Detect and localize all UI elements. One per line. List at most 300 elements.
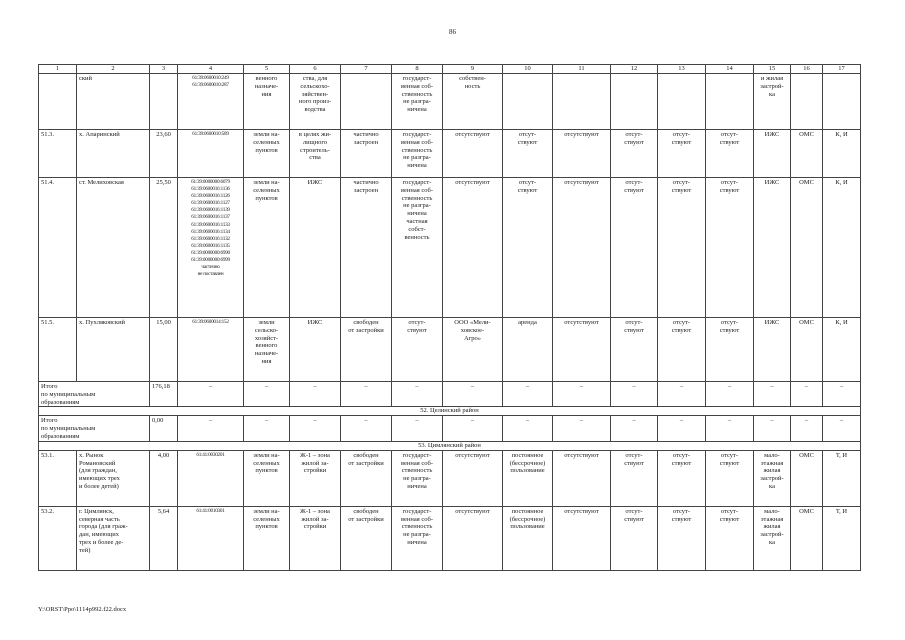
district-title-text: 53. Цимлянский район	[418, 441, 481, 449]
cell-col-12-text: отсут- ствуют	[624, 507, 644, 523]
cell-col-4	[178, 130, 244, 178]
cell-col-1-text: 53.1.	[41, 451, 54, 459]
cell-col-10	[503, 74, 553, 130]
total-dash-text: –	[470, 417, 475, 425]
cell-col-2-text: х. Рынок Романовский (для граждан, имеющих трех и более детей)	[79, 451, 120, 490]
cell-col-8-text: государст- венная соб- ственность не разгра- ничена частная собст- венность	[401, 179, 433, 241]
cell-col-4	[178, 506, 244, 570]
cell-col-12	[611, 318, 658, 382]
column-number-text: 14	[726, 65, 733, 72]
cell-col-8	[392, 74, 443, 130]
cell-col-17	[823, 130, 861, 178]
cell-col-16-text: ОМС	[799, 179, 814, 186]
cell-col-12-text: отсут- ствуют	[624, 131, 644, 146]
column-number	[553, 65, 611, 74]
cell-col-14	[706, 450, 754, 506]
cell-col-14	[706, 318, 754, 382]
column-number-text: 10	[524, 65, 531, 72]
cell-col-2	[77, 506, 150, 570]
cell-col-9-text: собствен- ность	[459, 75, 486, 90]
cell-col-3-text: 5,64	[157, 507, 170, 515]
cell-col-14-text: отсут- ствуют	[719, 179, 740, 194]
cell-col-14-text: отсут- ствуют	[719, 131, 740, 146]
cell-col-5	[244, 450, 290, 506]
cell-col-1-text: 51.3.	[41, 131, 54, 138]
total-dash-text: –	[525, 417, 530, 425]
cell-col-4	[178, 178, 244, 318]
column-number	[178, 65, 244, 74]
cell-col-7-text: частично застроен	[353, 131, 379, 146]
cell-col-5-text: земли на- селенных пунктов	[253, 451, 280, 475]
cell-col-14	[706, 130, 754, 178]
cell-col-5	[244, 74, 290, 130]
cell-col-10-text: аренда	[518, 319, 537, 326]
cell-col-1-text: 51.5.	[41, 319, 54, 326]
cell-col-5	[244, 318, 290, 382]
cell-col-2	[77, 318, 150, 382]
cell-col-14	[706, 506, 754, 570]
district-title-text: 52. Целинский район	[420, 407, 479, 415]
cell-col-16	[791, 130, 823, 178]
table-row	[39, 178, 861, 318]
cell-col-1	[39, 506, 77, 570]
cell-col-6-text: в целях жи- лищного строитель- ства	[298, 131, 332, 162]
cell-col-10	[503, 450, 553, 506]
column-number-text: 1	[55, 65, 60, 72]
total-dash-text: –	[770, 417, 774, 425]
cell-col-2-text: х. Апаринский	[79, 131, 120, 138]
total-dash	[341, 382, 392, 407]
total-dash	[823, 382, 861, 407]
column-number-text: 7	[364, 65, 368, 72]
cell-col-11-text: отсутствуют	[564, 319, 599, 326]
cell-col-13	[658, 506, 706, 570]
cell-col-16-text: ОМС	[799, 131, 814, 138]
cell-col-3	[150, 318, 178, 382]
cell-col-10-text: отсут- ствуют	[517, 131, 538, 146]
cell-col-11	[553, 450, 611, 506]
column-number-text: 16	[803, 65, 810, 72]
column-number-text: 8	[415, 65, 419, 72]
district-title	[39, 441, 861, 450]
column-number-row	[39, 65, 861, 74]
cell-col-6	[290, 506, 341, 570]
total-dash-text: –	[679, 417, 684, 425]
cell-col-8	[392, 450, 443, 506]
table-row	[39, 130, 861, 178]
column-number-text: 15	[768, 65, 776, 72]
total-dash	[503, 416, 553, 441]
cell-col-11	[553, 74, 611, 130]
cell-col-13-text: отсут- ствуют	[671, 451, 692, 467]
cell-col-5	[244, 178, 290, 318]
total-area	[150, 382, 178, 407]
column-number-text: 9	[470, 65, 475, 72]
cell-col-10-text: постоянное (бессрочное) пользование	[509, 507, 546, 531]
cell-col-15	[754, 450, 791, 506]
cell-col-8-text: государст- венная соб- ственность не разгра- ничена	[401, 507, 433, 546]
cell-col-8	[392, 318, 443, 382]
cell-col-13-text: отсут- ствуют	[671, 319, 692, 334]
cell-col-6	[290, 74, 341, 130]
cell-col-3	[150, 130, 178, 178]
column-number	[39, 65, 77, 74]
column-number	[392, 65, 443, 74]
cell-col-7-text: свободен от застройки	[348, 319, 384, 334]
cell-col-6	[290, 178, 341, 318]
cell-col-11-text: отсутствуют	[564, 507, 599, 515]
cell-col-4-text: 61:39:0000000:6079 61:39:0600016:1136 61:39:0600016:1126 61:39:0600016:1127 61:39:0600016:1139 61:39:0600016:1137 61:39:0600016:1133 61:39:0600016:1134 61:39:0600016:1132 61:39:0600016:1135 61:39:0000000:6990 61:39:0000000:6999 частично не поставлен	[191, 179, 230, 278]
cell-col-4	[178, 450, 244, 506]
cell-col-17	[823, 450, 861, 506]
total-dash-text: –	[364, 417, 368, 425]
cell-col-8-text: государст- венная соб- ственность не разгра- ничена	[401, 75, 433, 114]
total-dash	[503, 382, 553, 407]
cell-col-10-text: отсут- ствуют	[517, 179, 538, 194]
table-row	[39, 74, 861, 130]
cell-col-3	[150, 506, 178, 570]
cell-col-16-text: ОМС	[799, 451, 814, 459]
cell-col-9	[443, 318, 503, 382]
column-number	[290, 65, 341, 74]
cell-col-7-text: свободен от застройки	[348, 507, 384, 523]
cell-col-6-text: ства, для сельскохо- зяйствен- ного произ- водства	[298, 75, 332, 114]
total-dash-text: –	[208, 383, 213, 390]
cell-col-5-text: земли на- селенных пунктов	[253, 507, 280, 531]
cell-col-7	[341, 130, 392, 178]
column-number	[706, 65, 754, 74]
column-number	[503, 65, 553, 74]
cell-col-3-text: 4,00	[157, 451, 170, 459]
column-number	[611, 65, 658, 74]
cell-col-2-text: х. Пухляковский	[79, 319, 126, 326]
cell-col-15	[754, 74, 791, 130]
cell-col-4	[178, 74, 244, 130]
total-dash-text: –	[770, 383, 774, 390]
cell-col-9	[443, 450, 503, 506]
cell-col-5	[244, 506, 290, 570]
cell-col-12	[611, 450, 658, 506]
total-dash	[290, 416, 341, 441]
column-number	[823, 65, 861, 74]
cell-col-9-text: отсутствуют	[455, 451, 490, 459]
cell-col-17-text: К, И	[835, 319, 848, 326]
total-dash-text: –	[804, 383, 809, 390]
total-dash-text: –	[264, 417, 269, 425]
district-title	[39, 407, 861, 416]
cell-col-17	[823, 506, 861, 570]
cell-col-16	[791, 450, 823, 506]
cell-col-7	[341, 318, 392, 382]
cell-col-11	[553, 130, 611, 178]
cell-col-7	[341, 74, 392, 130]
cell-col-6-text: Ж-1 – зона жилой за- стройки	[300, 507, 330, 531]
land-plots-table	[38, 64, 861, 571]
cell-col-2	[77, 178, 150, 318]
total-dash	[658, 382, 706, 407]
cell-col-14-text: отсут- ствуют	[719, 507, 740, 523]
total-dash	[443, 382, 503, 407]
cell-col-4-text: 61:39:0600010:589	[192, 131, 229, 137]
cell-col-6-text: ИЖС	[307, 319, 323, 326]
cell-col-13-text: отсут- ствуют	[671, 131, 692, 146]
column-number	[443, 65, 503, 74]
total-dash-text: –	[839, 417, 844, 425]
cell-col-7	[341, 450, 392, 506]
cell-col-11	[553, 318, 611, 382]
file-path-footer: Y:\ORST\Ppo\1114p992.f22.docx	[38, 606, 127, 613]
column-number	[754, 65, 791, 74]
cell-col-8-text: государст- венная соб- ственность не разгра- ничена	[401, 451, 433, 490]
page-number: 86	[449, 28, 456, 36]
total-dash-text: –	[313, 417, 317, 425]
cell-col-3	[150, 178, 178, 318]
cell-col-13	[658, 74, 706, 130]
cell-col-1	[39, 74, 77, 130]
cell-col-13	[658, 450, 706, 506]
total-label	[39, 416, 150, 441]
cell-col-6	[290, 450, 341, 506]
column-number	[150, 65, 178, 74]
total-dash	[244, 382, 290, 407]
cell-col-4-text: 61:39:0600010:249 61:39:0600010:287	[192, 75, 229, 89]
cell-col-2	[77, 74, 150, 130]
cell-col-15-text: ИЖС	[764, 179, 780, 186]
cell-col-10-text: постоянное (бессрочное) пользование	[509, 451, 546, 475]
column-number-text: 12	[630, 65, 638, 72]
column-number-text: 3	[161, 65, 166, 72]
total-dash	[791, 416, 823, 441]
cell-col-9	[443, 178, 503, 318]
cell-col-6-text: ИЖС	[307, 179, 323, 186]
cell-col-1	[39, 178, 77, 318]
total-dash-text: –	[727, 383, 732, 390]
cell-col-15	[754, 130, 791, 178]
cell-col-6	[290, 130, 341, 178]
total-dash-text: –	[415, 417, 419, 425]
total-dash-text: –	[839, 383, 844, 390]
cell-col-1	[39, 450, 77, 506]
cell-col-15	[754, 178, 791, 318]
cell-col-17	[823, 74, 861, 130]
cell-col-15	[754, 318, 791, 382]
cell-col-15-text: мало- этажная жилая застрой- ка	[760, 451, 784, 490]
cell-col-3-text: 23,60	[156, 131, 171, 138]
cell-col-12-text: отсут- ствуют	[624, 179, 644, 194]
cell-col-17-text: К, И	[835, 131, 848, 138]
cell-col-8	[392, 178, 443, 318]
cell-col-5-text: земли сельско- хозяйст- венного назначе- ния	[254, 319, 279, 365]
cell-col-17-text: Т, И	[835, 451, 848, 459]
column-number	[77, 65, 150, 74]
total-dash	[392, 382, 443, 407]
cell-col-5-text: земли на- селенных пунктов	[253, 179, 280, 202]
cell-col-13	[658, 318, 706, 382]
cell-col-11-text: отсутствуют	[564, 451, 599, 459]
total-dash-text: –	[579, 417, 584, 425]
total-dash	[754, 416, 791, 441]
cell-col-13	[658, 178, 706, 318]
total-dash	[706, 382, 754, 407]
cell-col-11-text: отсутствуют	[564, 131, 599, 138]
total-dash	[553, 382, 611, 407]
total-dash	[341, 416, 392, 441]
total-dash-text: –	[208, 417, 213, 425]
cell-col-7-text: свободен от застройки	[348, 451, 384, 467]
column-number	[791, 65, 823, 74]
total-dash-text: –	[525, 383, 530, 390]
cell-col-1	[39, 318, 77, 382]
district-header-row	[39, 407, 861, 416]
total-dash	[611, 416, 658, 441]
total-dash	[706, 416, 754, 441]
total-dash-text: –	[313, 383, 317, 390]
cell-col-3-text: 15,00	[156, 319, 171, 326]
cell-col-15-text: ИЖС	[764, 131, 780, 138]
table-row	[39, 450, 861, 506]
cell-col-17-text: Т, И	[835, 507, 848, 515]
cell-col-2-text: ский	[79, 75, 92, 82]
cell-col-2-text: г. Цимлянск, северная часть города (для граж- дан, имеющих трех и более де- тей)	[79, 507, 128, 554]
cell-col-11	[553, 178, 611, 318]
total-dash	[791, 382, 823, 407]
total-dash	[754, 382, 791, 407]
cell-col-4-text: 61:41:0010301	[196, 507, 225, 514]
cell-col-1-text: 51.4.	[41, 179, 54, 186]
cell-col-10	[503, 318, 553, 382]
cell-col-9-text: отсутствуют	[455, 507, 490, 515]
cell-col-9	[443, 74, 503, 130]
district-header-row	[39, 441, 861, 450]
total-dash	[178, 416, 244, 441]
cell-col-17	[823, 318, 861, 382]
column-number	[244, 65, 290, 74]
cell-col-4-text: 61:41:0030201	[196, 451, 225, 458]
cell-col-16-text: ОМС	[799, 319, 814, 326]
cell-col-13	[658, 130, 706, 178]
cell-col-2-text: ст. Мелиховская	[79, 179, 124, 186]
total-dash	[553, 416, 611, 441]
total-row	[39, 382, 861, 407]
cell-col-15-text: мало- этажная жилая застрой- ка	[760, 507, 784, 546]
total-dash-text: –	[415, 383, 419, 390]
cell-col-12-text: отсут- ствуют	[624, 319, 644, 334]
total-dash-text: –	[364, 383, 368, 390]
cell-col-6	[290, 318, 341, 382]
cell-col-17-text: К, И	[835, 179, 848, 186]
cell-col-9-text: отсутствуют	[455, 131, 490, 138]
cell-col-3	[150, 74, 178, 130]
cell-col-5-text: венного назначе- ния	[254, 75, 279, 98]
cell-col-13-text: отсут- ствуют	[671, 507, 692, 523]
table-row	[39, 318, 861, 382]
cell-col-6-text: Ж-1 – зона жилой за- стройки	[300, 451, 330, 475]
cell-col-15	[754, 506, 791, 570]
total-label-text: Итого по муниципальным образованиям	[41, 417, 96, 440]
cell-col-16-text: ОМС	[799, 507, 814, 515]
total-dash	[658, 416, 706, 441]
cell-col-3-text: 25,50	[156, 179, 171, 186]
column-number	[341, 65, 392, 74]
total-dash	[823, 416, 861, 441]
cell-col-4	[178, 318, 244, 382]
cell-col-14	[706, 74, 754, 130]
column-number-text: 11	[578, 65, 585, 72]
cell-col-9-text: ООО «Мели- ховское- Агро»	[454, 319, 491, 342]
cell-col-11-text: отсутствуют	[564, 179, 599, 186]
cell-col-14-text: отсут- ствуют	[719, 319, 740, 334]
cell-col-12	[611, 506, 658, 570]
cell-col-4-text: 61:39:0600014:152	[192, 319, 229, 325]
total-label	[39, 382, 150, 407]
cell-col-9-text: отсутствуют	[455, 179, 490, 186]
cell-col-12	[611, 130, 658, 178]
column-number-text: 13	[678, 65, 685, 72]
column-number-text: 4	[208, 65, 213, 72]
cell-col-9	[443, 506, 503, 570]
cell-col-8-text: отсут- ствуют	[407, 319, 427, 334]
total-dash	[392, 416, 443, 441]
total-dash-text: –	[679, 383, 684, 390]
total-dash-text: –	[579, 383, 584, 390]
cell-col-7-text: частично застроен	[353, 179, 379, 194]
total-row	[39, 416, 861, 441]
total-dash-text: –	[470, 383, 475, 390]
cell-col-14-text: отсут- ствуют	[719, 451, 740, 467]
cell-col-5	[244, 130, 290, 178]
cell-col-10	[503, 506, 553, 570]
cell-col-8-text: государст- венная соб- ственность не разгра- ничена	[401, 131, 433, 170]
cell-col-15-text: и жилая застрой- ка	[760, 75, 784, 98]
cell-col-12-text: отсут- ствуют	[624, 451, 644, 467]
cell-col-12	[611, 178, 658, 318]
total-label-text: Итого по муниципальным образованиям	[41, 383, 96, 406]
total-area	[150, 416, 178, 441]
column-number-text: 17	[838, 65, 845, 72]
cell-col-16	[791, 178, 823, 318]
total-dash	[178, 382, 244, 407]
cell-col-2	[77, 450, 150, 506]
total-dash	[290, 382, 341, 407]
column-number-text: 2	[111, 65, 115, 72]
total-dash	[244, 416, 290, 441]
cell-col-5-text: земли на- селенных пунктов	[253, 131, 280, 154]
cell-col-16	[791, 506, 823, 570]
column-number	[658, 65, 706, 74]
total-dash	[611, 382, 658, 407]
cell-col-16	[791, 318, 823, 382]
total-area-text: 0,00	[152, 417, 164, 425]
total-dash-text: –	[632, 417, 636, 425]
total-dash-text: –	[727, 417, 732, 425]
cell-col-2	[77, 130, 150, 178]
cell-col-8	[392, 506, 443, 570]
total-dash-text: –	[632, 383, 636, 390]
cell-col-17	[823, 178, 861, 318]
total-dash-text: –	[804, 417, 809, 425]
cell-col-14	[706, 178, 754, 318]
cell-col-3	[150, 450, 178, 506]
total-dash	[443, 416, 503, 441]
cell-col-8	[392, 130, 443, 178]
table-row	[39, 506, 861, 570]
cell-col-1	[39, 130, 77, 178]
cell-col-7	[341, 506, 392, 570]
total-area-text: 176,18	[152, 383, 170, 390]
cell-col-15-text: ИЖС	[764, 319, 780, 326]
cell-col-12	[611, 74, 658, 130]
column-number-text: 6	[313, 65, 317, 72]
